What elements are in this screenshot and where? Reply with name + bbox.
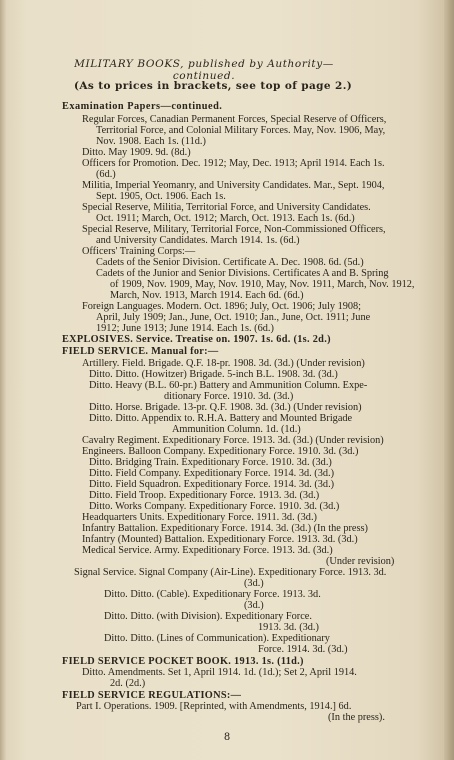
entry-line: 1913. 3d. (3d.) [258,622,319,633]
entry-line: Militia, Imperial Yeomanry, and University Candidates. Mar., Sept. 1904, [82,180,385,191]
entry-line: of 1909, Nov. 1909, May, Nov. 1910, May, Nov. 1911, March, Nov. 1912, [110,279,415,290]
entry-line: Ditto. May 1909. 9d. (8d.) [82,147,191,158]
entry-line: Regular Forces, Canadian Permanent Forces, Special Reserve of Officers, [82,114,387,125]
entry-line: Infantry (Mounted) Battalion. Expeditionary Force. 1913. 3d. (3d.) [82,534,358,545]
entry-line: Part I. Operations. 1909. [Reprinted, with Amendments, 1914.] 6d. [76,701,352,712]
entry-line: March, Nov. 1913, March 1914. Each 6d. (6d.) [110,290,304,301]
entry-line: Cadets of the Senior Division. Certificate A. Dec. 1908. 6d. (5d.) [96,257,364,268]
entry-line: Headquarters Units. Expeditionary Force. 1911. 3d. (3d.) [82,512,317,523]
entry-line: Nov. 1908. Each 1s. (11d.) [96,136,206,147]
entry-line: Ditto. Amendments. Set 1, April 1914. 1d. (1d.); Set 2, April 1914. [82,667,357,678]
entry-line: Officers for Promotion. Dec. 1912; May, Dec. 1913; April 1914. Each 1s. [82,158,385,169]
entry-line: Cadets of the Junior and Senior Divisions. Certificates A and B. Spring [96,268,389,279]
entry-line: Ditto. Field Squadron. Expeditionary Force. 1914. 3d. (3d.) [89,479,335,490]
entry-line: Ditto. Ditto. (Howitzer) Brigade. 5-inch B.L. 1908. 3d. (3d.) [89,369,338,380]
page-number: 8 [223,732,231,743]
entry-line: (Under revision) [326,556,395,567]
entry-line: (6d.) [96,169,116,180]
entry-line: Infantry Battalion. Expeditionary Force. 1914. 3d. (3d.) (In the press) [82,523,368,534]
entry-heading: Examination Papers—continued. [62,101,223,112]
entry-line: Medical Service. Army. Expeditionary Force. 1913. 3d. (3d.) [82,545,333,556]
entry-heading: FIELD SERVICE POCKET BOOK. 1913. 1s. (11d.) [62,656,304,667]
entry-line: Ditto. Horse. Brigade. 13-pr. Q.F. 1908. 3d. (3d.) (Under revision) [89,402,362,413]
entry-line: ditionary Force. 1910. 3d. (3d.) [164,391,294,402]
entry-line: and University Candidates. March 1914. 1s. (6d.) [96,235,300,246]
entry-line: 2d. (2d.) [110,678,146,689]
entry-line: Ditto. Ditto. (Cable). Expeditionary Force. 1913. 3d. [104,589,321,600]
entry-line: Ditto. Ditto. Appendix to. R.H.A. Battery and Mounted Brigade [89,413,353,424]
page-binding-shadow [0,0,6,760]
entry-line: (3d.) [244,600,264,611]
page-edge-shadow [444,0,454,760]
entry-line: Ditto. Bridging Train. Expeditionary Force. 1910. 3d. (3d.) [89,457,332,468]
entry-line: Ditto. Field Troop. Expeditionary Force. 1913. 3d. (3d.) [89,490,320,501]
entry-line: Engineers. Balloon Company. Expeditionary Force. 1910. 3d. (3d.) [82,446,359,457]
entry-line: Cavalry Regiment. Expeditionary Force. 1913. 3d. (3d.) (Under revision) [82,435,384,446]
entry-line: Signal Service. Signal Company (Air-Line). Expeditionary Force. 1913. 3d. [74,567,387,578]
entry-line: Sept. 1905, Oct. 1906. Each 1s. [96,191,226,202]
entry-line: Ditto. Heavy (B.L. 60-pr.) Battery and Ammunition Column. Expe- [89,380,368,391]
entry-line: Territorial Force, and Colonial Military Forces. May, Nov. 1906, May, [96,125,386,136]
entry-line: 1912; June 1913; June 1914. Each 1s. (6d.) [96,323,274,334]
entry-line: Ditto. Ditto. (Lines of Communication). Expeditionary [104,633,330,644]
entry-line: Ditto. Field Company. Expeditionary Force. 1914. 3d. (3d.) [89,468,334,479]
entry-line: Foreign Languages. Modern. Oct. 1896; July, Oct. 1906; July 1908; [82,301,362,312]
entry-line: Special Reserve, Military, Territorial Force, Non-Commissioned Officers, [82,224,386,235]
entry-line: Officers' Training Corps:— [82,246,196,257]
entry-line: Ditto. Ditto. (with Division). Expeditionary Force. [104,611,312,622]
entry-heading: FIELD SERVICE REGULATIONS:— [62,690,242,701]
entry-line: April, July 1909; Jan., June, Oct. 1910; Jan., June, Oct. 1911; June [96,312,371,323]
entry-line: Oct. 1911; March, Oct. 1912; March, Oct. 1913. Each 1s. (6d.) [96,213,355,224]
entry-line: Ammunition Column. 1d. (1d.) [172,424,301,435]
entry-heading: EXPLOSIVES. Service. Treatise on. 1907. 1s. 6d. (1s. 2d.) [62,334,331,345]
entry-line: (3d.) [244,578,264,589]
entry-line: (In the press). [328,712,385,723]
entry-line: Artillery. Field. Brigade. Q.F. 18-pr. 1908. 3d. (3d.) (Under revision) [82,358,365,369]
price-note: (As to prices in brackets, see top of page 2.) [74,80,353,92]
entry-heading: FIELD SERVICE. Manual for:— [62,346,219,357]
entry-line: Ditto. Works Company. Expeditionary Force. 1910. 3d. (3d.) [89,501,340,512]
entry-line: Special Reserve, Militia, Territorial Force, and University Candidates. [82,202,371,213]
entry-line: Force. 1914. 3d. (3d.) [258,644,348,655]
running-title: MILITARY BOOKS, published by Authority—continued. [74,58,334,82]
